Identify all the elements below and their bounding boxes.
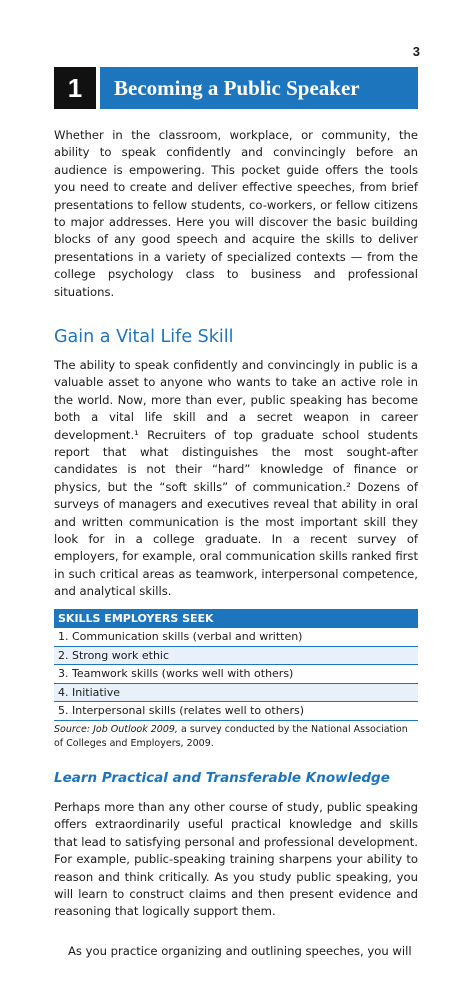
page-number: 3 xyxy=(412,44,420,59)
final-paragraph: As you practice organizing and outlining speeches, you will xyxy=(68,944,412,958)
skills-sidebar xyxy=(54,609,418,751)
subsection-paragraph: Perhaps more than any other course of study, public speaking offers extraordinarily useful practical knowledge and skills that lead to satisfying personal and professional development. For example, public-speaking training sharpens your ability to reason and think critically. As you study public speaking, you will learn to construct claims and then present evidence and reasoning that logically support them. xyxy=(54,800,418,919)
sidebar-row: 5. Interpersonal skills (relates well to others) xyxy=(54,702,418,721)
sidebar-header: SKILLS EMPLOYERS SEEK xyxy=(54,609,418,628)
sidebar-row: 4. Initiative xyxy=(54,684,418,703)
chapter-number: 1 xyxy=(54,67,96,109)
chapter-title: Becoming a Public Speaker xyxy=(100,67,418,109)
section-paragraph: The ability to speak confidently and convincingly in public is a valuable asset to anyone who wants to take an active role in the world. Now, more than ever, public speaking has become both a vital life skill and a secret weapon in career development.¹ Recruiters of top graduate school students report that what distinguishes the most sought-after candidates is not their “hard” knowledge of finance or physics, but the “soft skills” of communication.² Dozens of surveys of managers and executives reveal that ability in oral and written communication is the most important skill they look for in a college graduate. In a recent survey of employers, for example, oral communication skills ranked first in such critical areas as teamwork, interpersonal competence, and analytical skills. xyxy=(54,358,418,599)
section-heading: Gain a Vital Life Skill xyxy=(54,327,234,347)
sidebar-row: 3. Teamwork skills (works well with others) xyxy=(54,665,418,684)
source-text: a survey conducted by the National Association of Colleges and Employers, 2009. xyxy=(54,723,408,749)
chapter-banner xyxy=(54,67,418,109)
source-label: Source: xyxy=(54,723,91,735)
sidebar-row: 1. Communication skills (verbal and written) xyxy=(54,628,418,647)
source-publication: Job Outlook 2009, xyxy=(93,723,178,735)
subheading: Learn Practical and Transferable Knowledge xyxy=(54,770,390,786)
intro-paragraph: Whether in the classroom, workplace, or community, the ability to speak confidently and convincingly before an audience is empowering. This pocket guide offers the tools you need to create and deliver effective speeches, from brief presentations to fellow students, co-workers, or fellow citizens to major addresses. Here you will discover the basic building blocks of any good speech and acquire the skills to deliver presentations in a variety of specialized contexts — from the college psychology class to business and professional situations. xyxy=(54,128,418,299)
sidebar-source xyxy=(54,721,418,751)
sidebar-row: 2. Strong work ethic xyxy=(54,647,418,666)
